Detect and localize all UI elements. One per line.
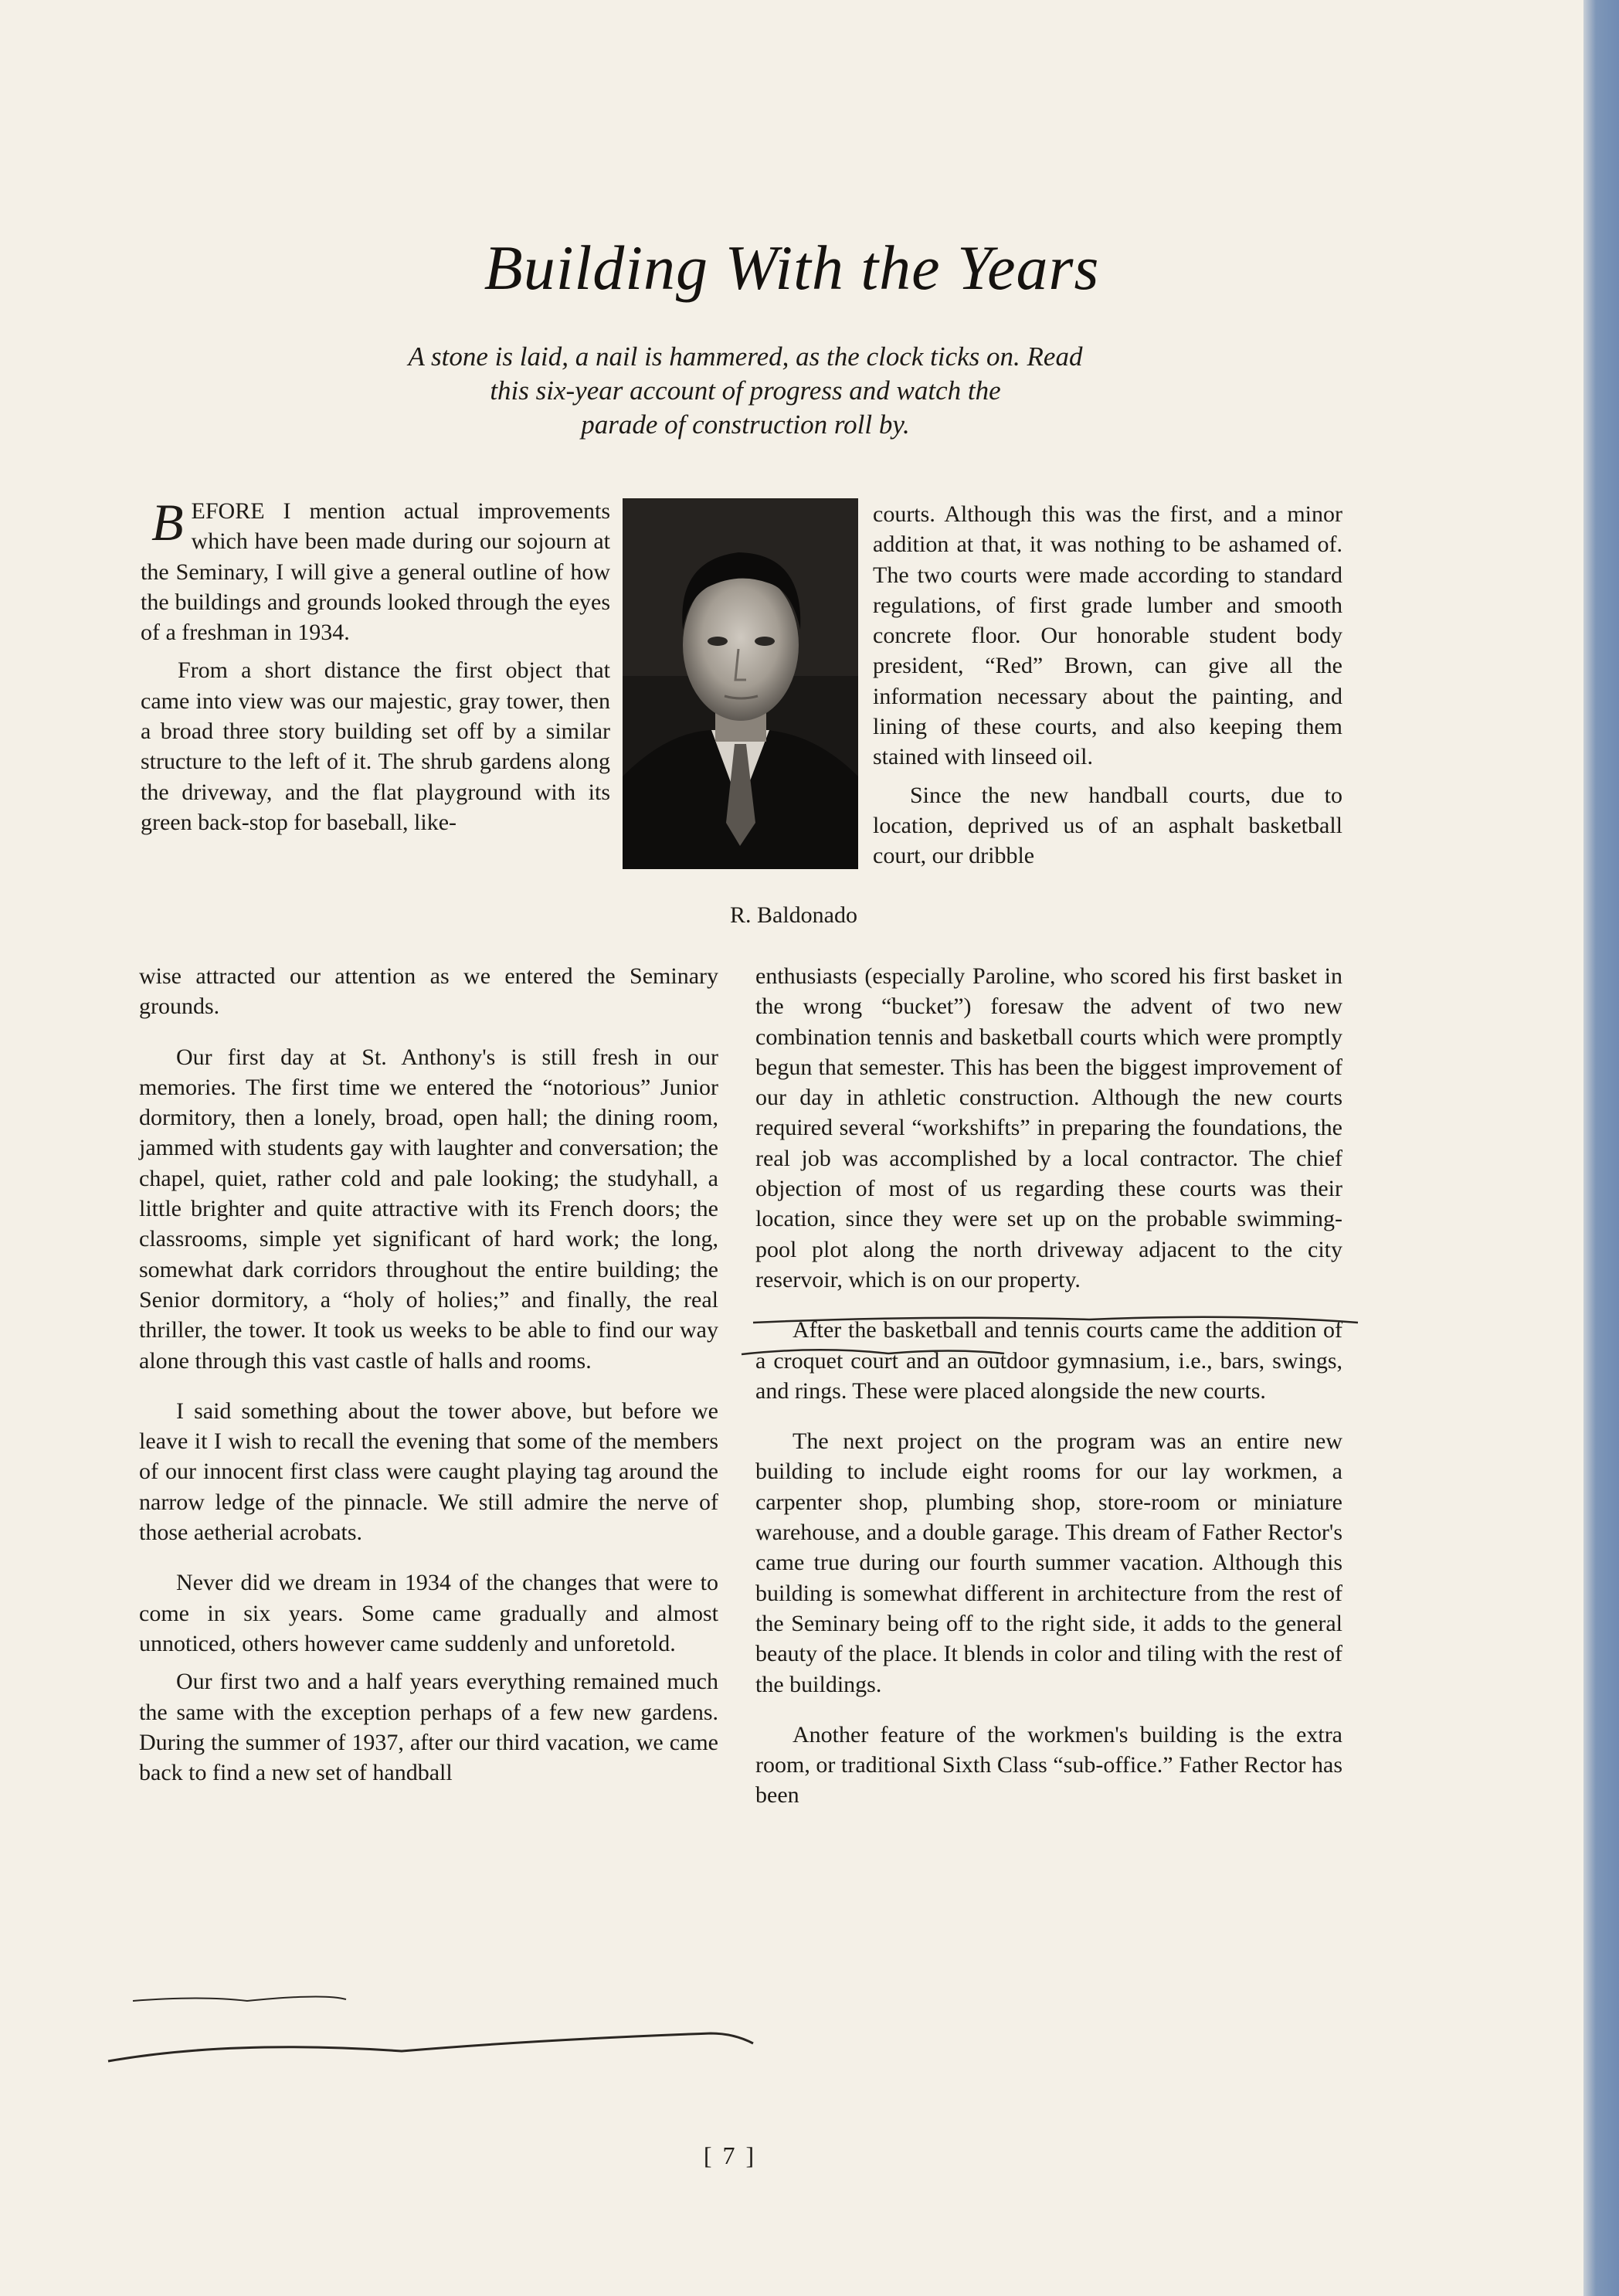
page-number: [ 7 ] [703, 2141, 757, 2169]
paragraph: Never did we dream in 1934 of the changes that were to come in six years. Some came gradually and almost unnoticed, others however came suddenly and unforetold. [139, 1570, 718, 1656]
left-column-top [141, 493, 610, 837]
paragraph: From a short distance the first object that came into view was our majestic, gray tower, then a broad three story building set off by a similar structure to the left of it. The shrub gardens along the driveway, and the flat playground with its green back-stop for baseball, like- [141, 657, 610, 835]
paragraph: Since the new handball courts, due to location, deprived us of an asphalt basketball court, our dribble [873, 782, 1342, 869]
drop-cap: B [151, 493, 184, 552]
paragraph: The next project on the program was an entire new building to include eight rooms for our lay workmen, a carpenter shop, plumbing shop, store-room or miniature warehouse, and a double garage. This dream of Father Rector's came true during our fourth summer vacation. Although this building is somewhat different in architecture from the rest of the Seminary being off to the right side, it adds to the general beauty of the place. It blends in color and tiling with the rest of the buildings. [755, 1428, 1342, 1697]
subtitle-line: A stone is laid, a nail is hammered, as the clock ticks on. Read [408, 341, 1083, 372]
paragraph: enthusiasts (especially Paroline, who scored his first basket in the wrong “bucket”) foresaw the advent of two new combination tennis and basketball courts which were promptly begun that semester. This has been the biggest improvement of our day in athletic construction. Although the new courts required several “workshifts” in preparing the foundations, the real job was accomplished by a local contractor. The chief objection of most of us regarding these courts was their location, since they were set up on the probable swimming-pool plot along the north driveway adjacent to the city reservoir, which is on our property. [755, 963, 1342, 1292]
paragraph: After the basketball and tennis courts came the addition of a croquet court and an outdoor gymnasium, i.e., bars, swings, and rings. These were placed alongside the new courts. [755, 1317, 1342, 1404]
article-subtitle [247, 340, 1244, 442]
paragraph: Our first two and a half years everything remained much the same with the exception perhaps of a few new gardens. During the summer of 1937, after our third vacation, we came back to find a new set of handball [139, 1669, 718, 1786]
article-title: Building With the Years [484, 233, 1100, 303]
left-column [139, 961, 718, 1788]
paragraph-intro [141, 493, 610, 647]
paragraph: courts. Although this was the first, and a minor addition at that, it was nothing to be ashamed of. The two courts were made according to standard regulations, of first grade lumber and smooth concrete floor. Our honorable student body president, “Red” Brown, can give all the information necessary about the painting, and lining of these courts, and also keeping them stained with linseed oil. [873, 501, 1342, 770]
subtitle-line: parade of construction roll by. [581, 409, 910, 440]
right-column-top [873, 499, 1342, 871]
portrait-photo [623, 498, 858, 869]
right-column [755, 961, 1342, 1811]
paragraph-text: EFORE I mention actual improvements which have been made during our sojourn at the Seminary, I will give a general outline of how the buildings and grounds looked through the eyes of a freshman in 1934. [141, 498, 610, 646]
paragraph: wise attracted our attention as we entered the Seminary grounds. [139, 963, 718, 1020]
photo-caption: R. Baldonado [730, 902, 857, 928]
paragraph: I said something about the tower above, but before we leave it I wish to recall the evening that some of the members of our innocent first class were caught playing tag around the narrow ledge of the pinnacle. We still admire the nerve of those aetherial acrobats. [139, 1398, 718, 1546]
page-edge [1583, 0, 1619, 2296]
paragraph: Our first day at St. Anthony's is still fresh in our memories. The first time we entered the “notorious” Junior dormitory, then a lonely, broad, open hall; the dining room, jammed with students gay with laughter and conversation; the chapel, quiet, rather cold and pale looking; the studyhall, a little brighter and quite attractive with its French doors; the classrooms, simple yet significant of hard work; the long, somewhat dark corridors throughout the entire building; the Senior dormitory, a “holy of holies;” and finally, the real thriller, the tower. It took us weeks to be able to find our way alone through this vast castle of halls and rooms. [139, 1044, 718, 1374]
paragraph: Another feature of the workmen's building is the extra room, or traditional Sixth Class “sub-office.” Father Rector has been [755, 1721, 1342, 1809]
portrait-image [623, 498, 858, 869]
subtitle-line: this six-year account of progress and watch the [490, 375, 1001, 406]
